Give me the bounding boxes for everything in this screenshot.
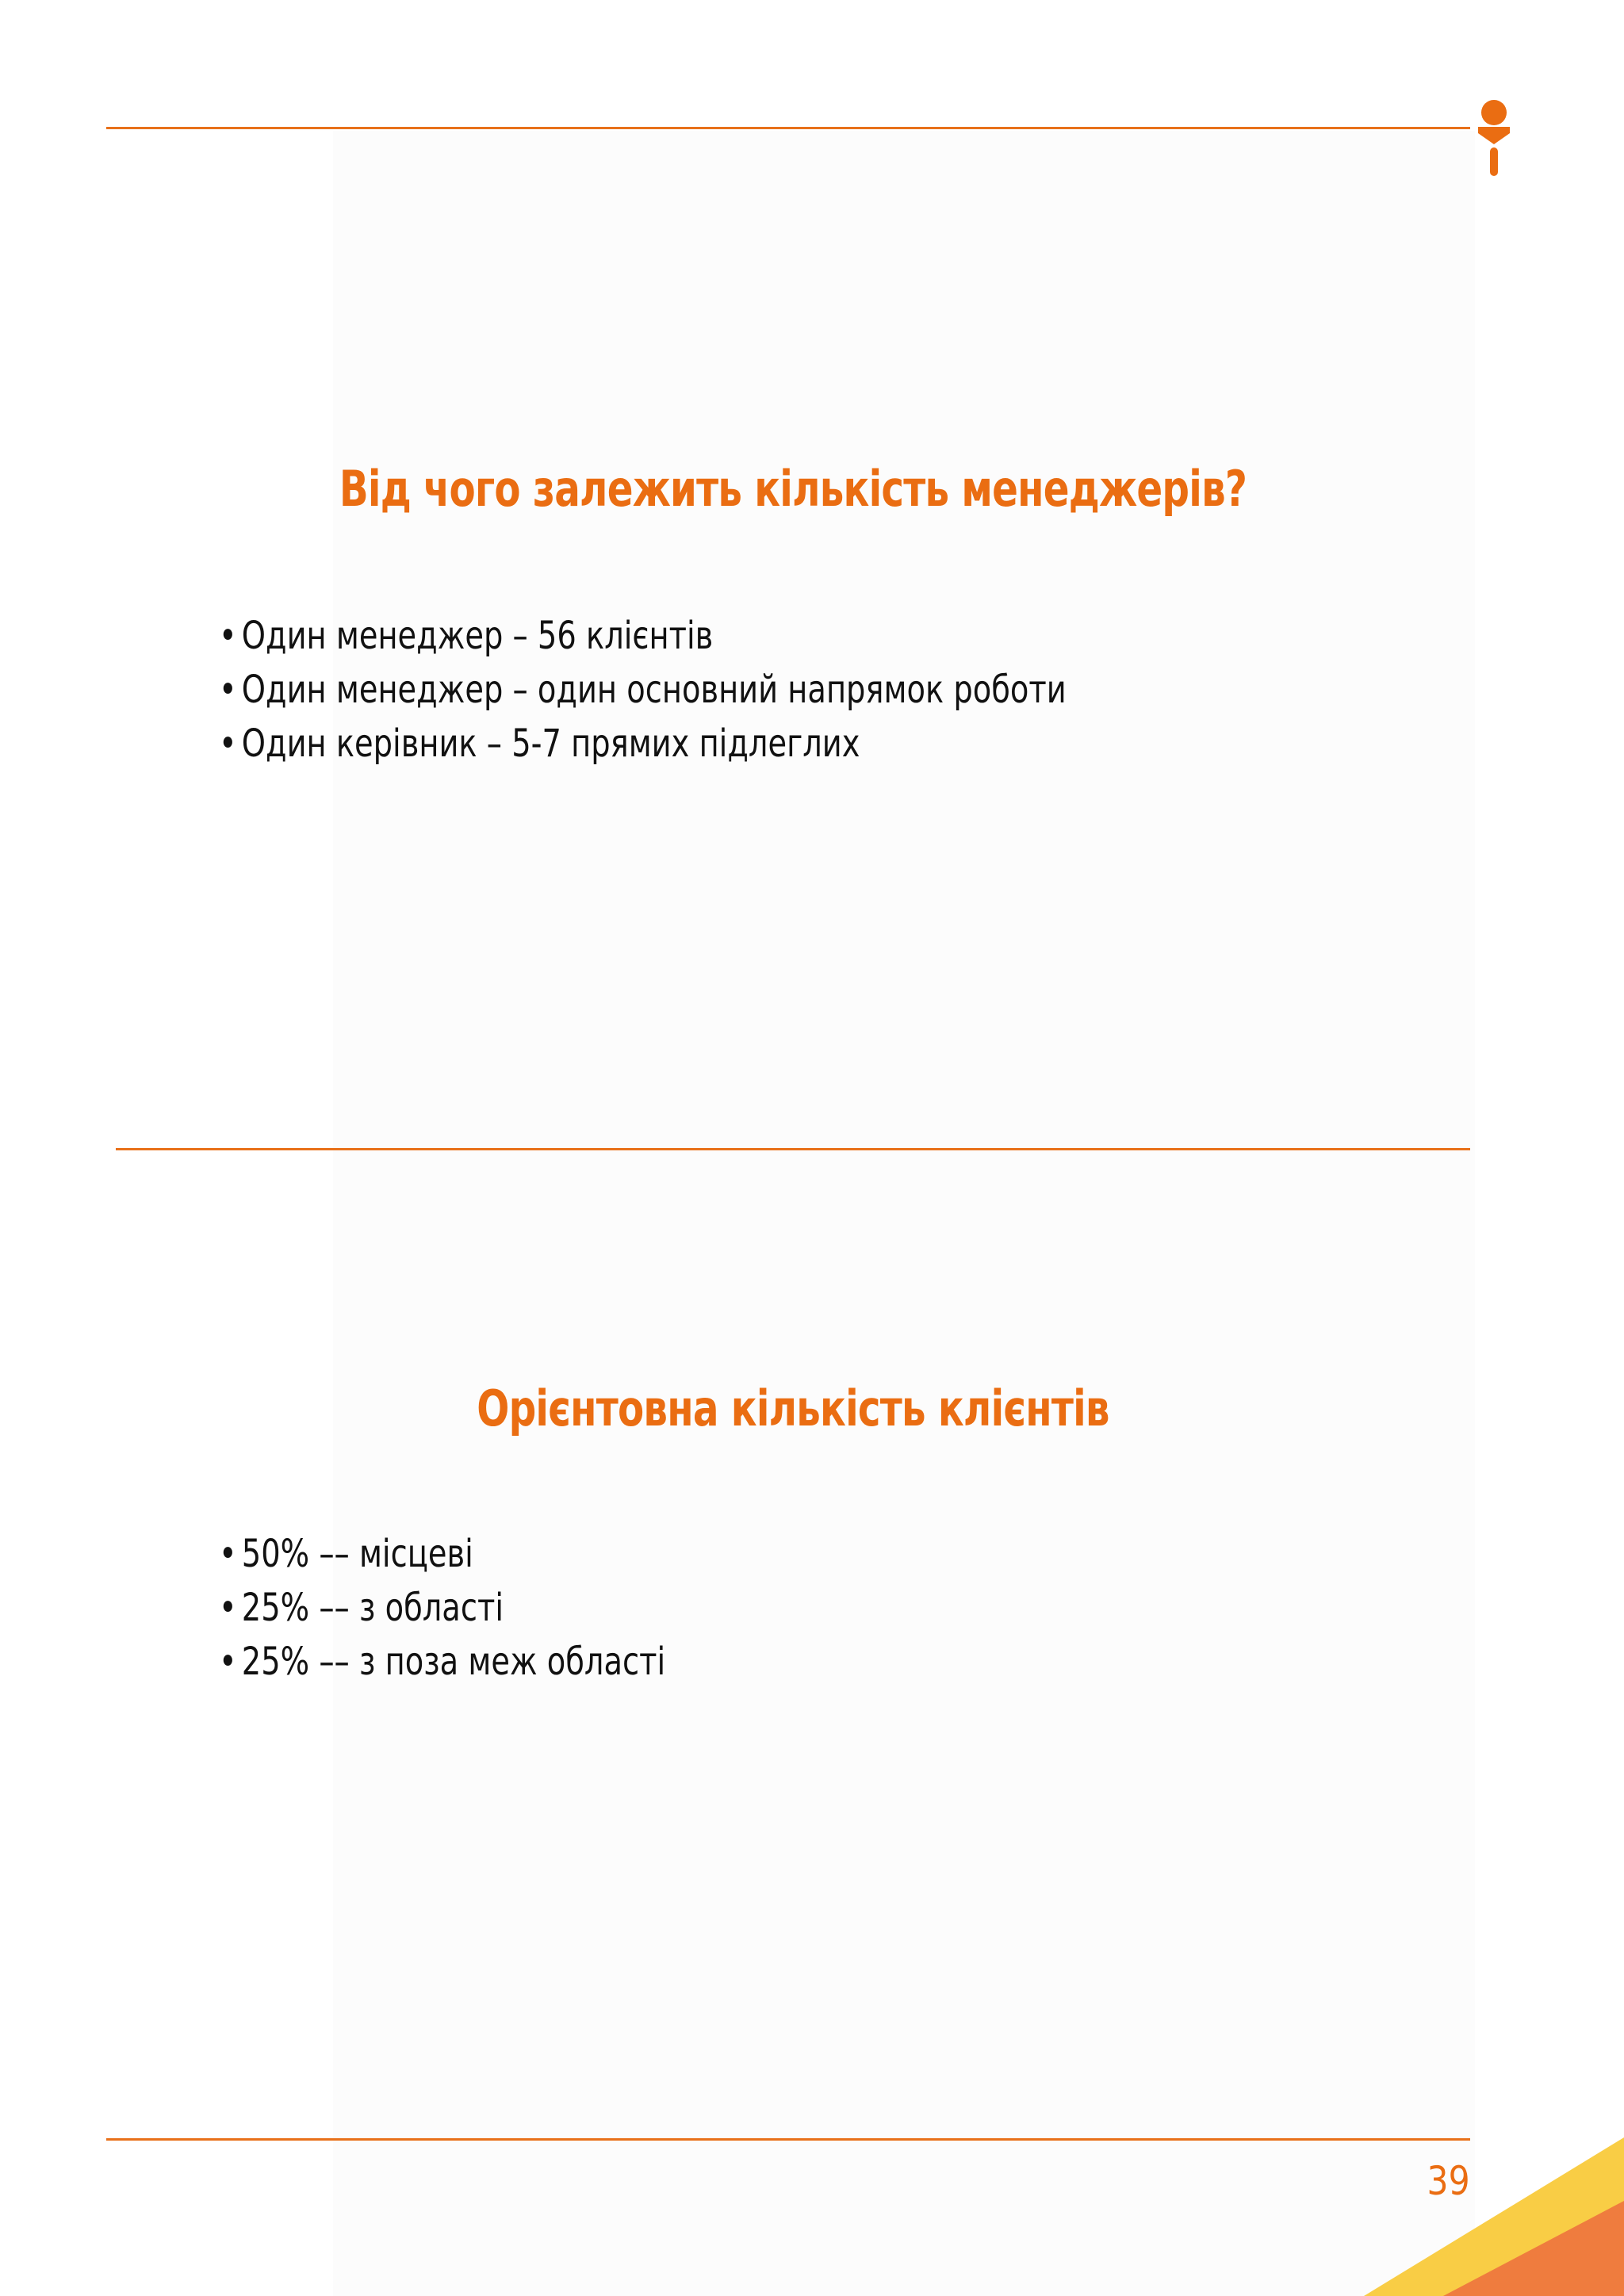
bullet-marker: • (219, 668, 237, 712)
list-item-text: 25% –– з області (241, 1586, 504, 1630)
bullet-marker: • (219, 1640, 237, 1684)
page-background (333, 131, 1475, 2296)
bullet-marker: • (219, 1586, 237, 1630)
list-item (219, 1527, 665, 1581)
bullet-marker: • (219, 1532, 237, 1576)
list-item-text: 50% –– місцеві (241, 1532, 473, 1576)
slide-title-managers: Від чого залежить кількість менеджерів? (339, 460, 1247, 518)
slide-title-clients: Орієнтовна кількість клієнтів (477, 1380, 1109, 1437)
person-logo-icon (1477, 98, 1511, 178)
list-item-text: Один менеджер – один основний напрямок роботи (241, 668, 1067, 712)
list-item (219, 609, 1067, 663)
list-item-text: 25% –– з поза меж області (241, 1640, 666, 1684)
list-item (219, 717, 1067, 771)
corner-decoration (1348, 2125, 1624, 2296)
bottom-divider (106, 2138, 1470, 2141)
bullet-marker: • (219, 614, 237, 658)
list-item-text: Один керівник – 5-7 прямих підлеглих (241, 721, 860, 766)
list-item (219, 1581, 665, 1635)
list-item-text: Один менеджер – 56 клієнтів (241, 614, 714, 658)
list-item (219, 1635, 665, 1689)
bullet-marker: • (219, 721, 237, 766)
managers-bullet-list (219, 609, 1067, 771)
clients-bullet-list (219, 1527, 665, 1689)
page-number: 39 (1427, 2158, 1470, 2204)
top-divider (106, 127, 1470, 129)
middle-divider (116, 1148, 1470, 1150)
list-item (219, 663, 1067, 717)
